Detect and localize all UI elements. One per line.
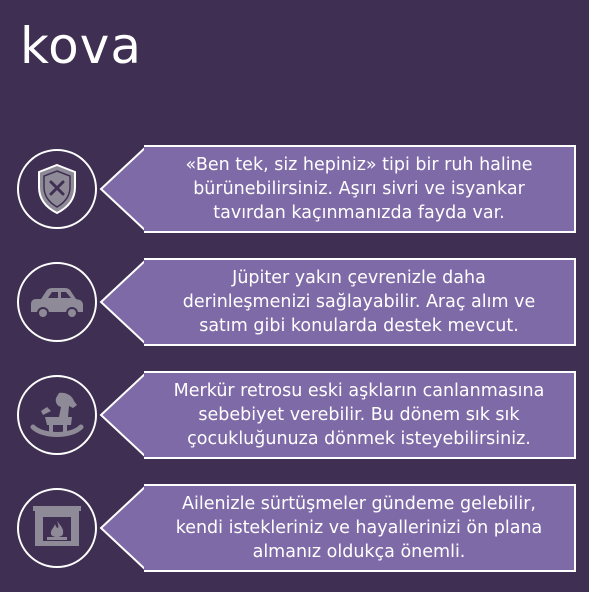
horoscope-item-2 bbox=[0, 258, 589, 358]
shield-x-icon bbox=[17, 149, 97, 229]
rocking-horse-icon bbox=[17, 375, 97, 455]
page-title: kova bbox=[20, 17, 142, 75]
car-icon bbox=[17, 262, 97, 342]
message-bubble bbox=[144, 484, 576, 572]
horoscope-item-4 bbox=[0, 484, 589, 584]
message-bubble bbox=[144, 145, 576, 233]
horoscope-item-3 bbox=[0, 371, 589, 471]
message-text: «Ben tek, siz hepiniz» tipi bir ruh haline bürünebilirsiniz. Aşırı sivri ve isyankar tavırdan kaçınmanızda fayda var. bbox=[185, 155, 533, 223]
message-bubble bbox=[144, 371, 576, 459]
fireplace-icon bbox=[17, 488, 97, 568]
bubble-pointer bbox=[99, 258, 147, 346]
horoscope-item-1 bbox=[0, 145, 589, 245]
bubble-pointer bbox=[99, 484, 147, 572]
message-text: Ailenizle sürtüşmeler gündeme gelebilir, kendi istekleriniz ve hayallerinizi ön plana almanız oldukça önemli. bbox=[175, 494, 543, 562]
bubble-pointer bbox=[99, 145, 147, 233]
message-bubble bbox=[144, 258, 576, 346]
message-text: Merkür retrosu eski aşkların canlanmasına sebebiyet verebilir. Bu dönem sık sık çocukluğunuza dönmek isteyebilirsiniz. bbox=[173, 381, 545, 449]
message-text: Jüpiter yakın çevrenizle daha derinleşmenizi sağlayabilir. Araç alım ve satım gibi konularda destek mevcut. bbox=[182, 268, 536, 336]
bubble-pointer bbox=[99, 371, 147, 459]
